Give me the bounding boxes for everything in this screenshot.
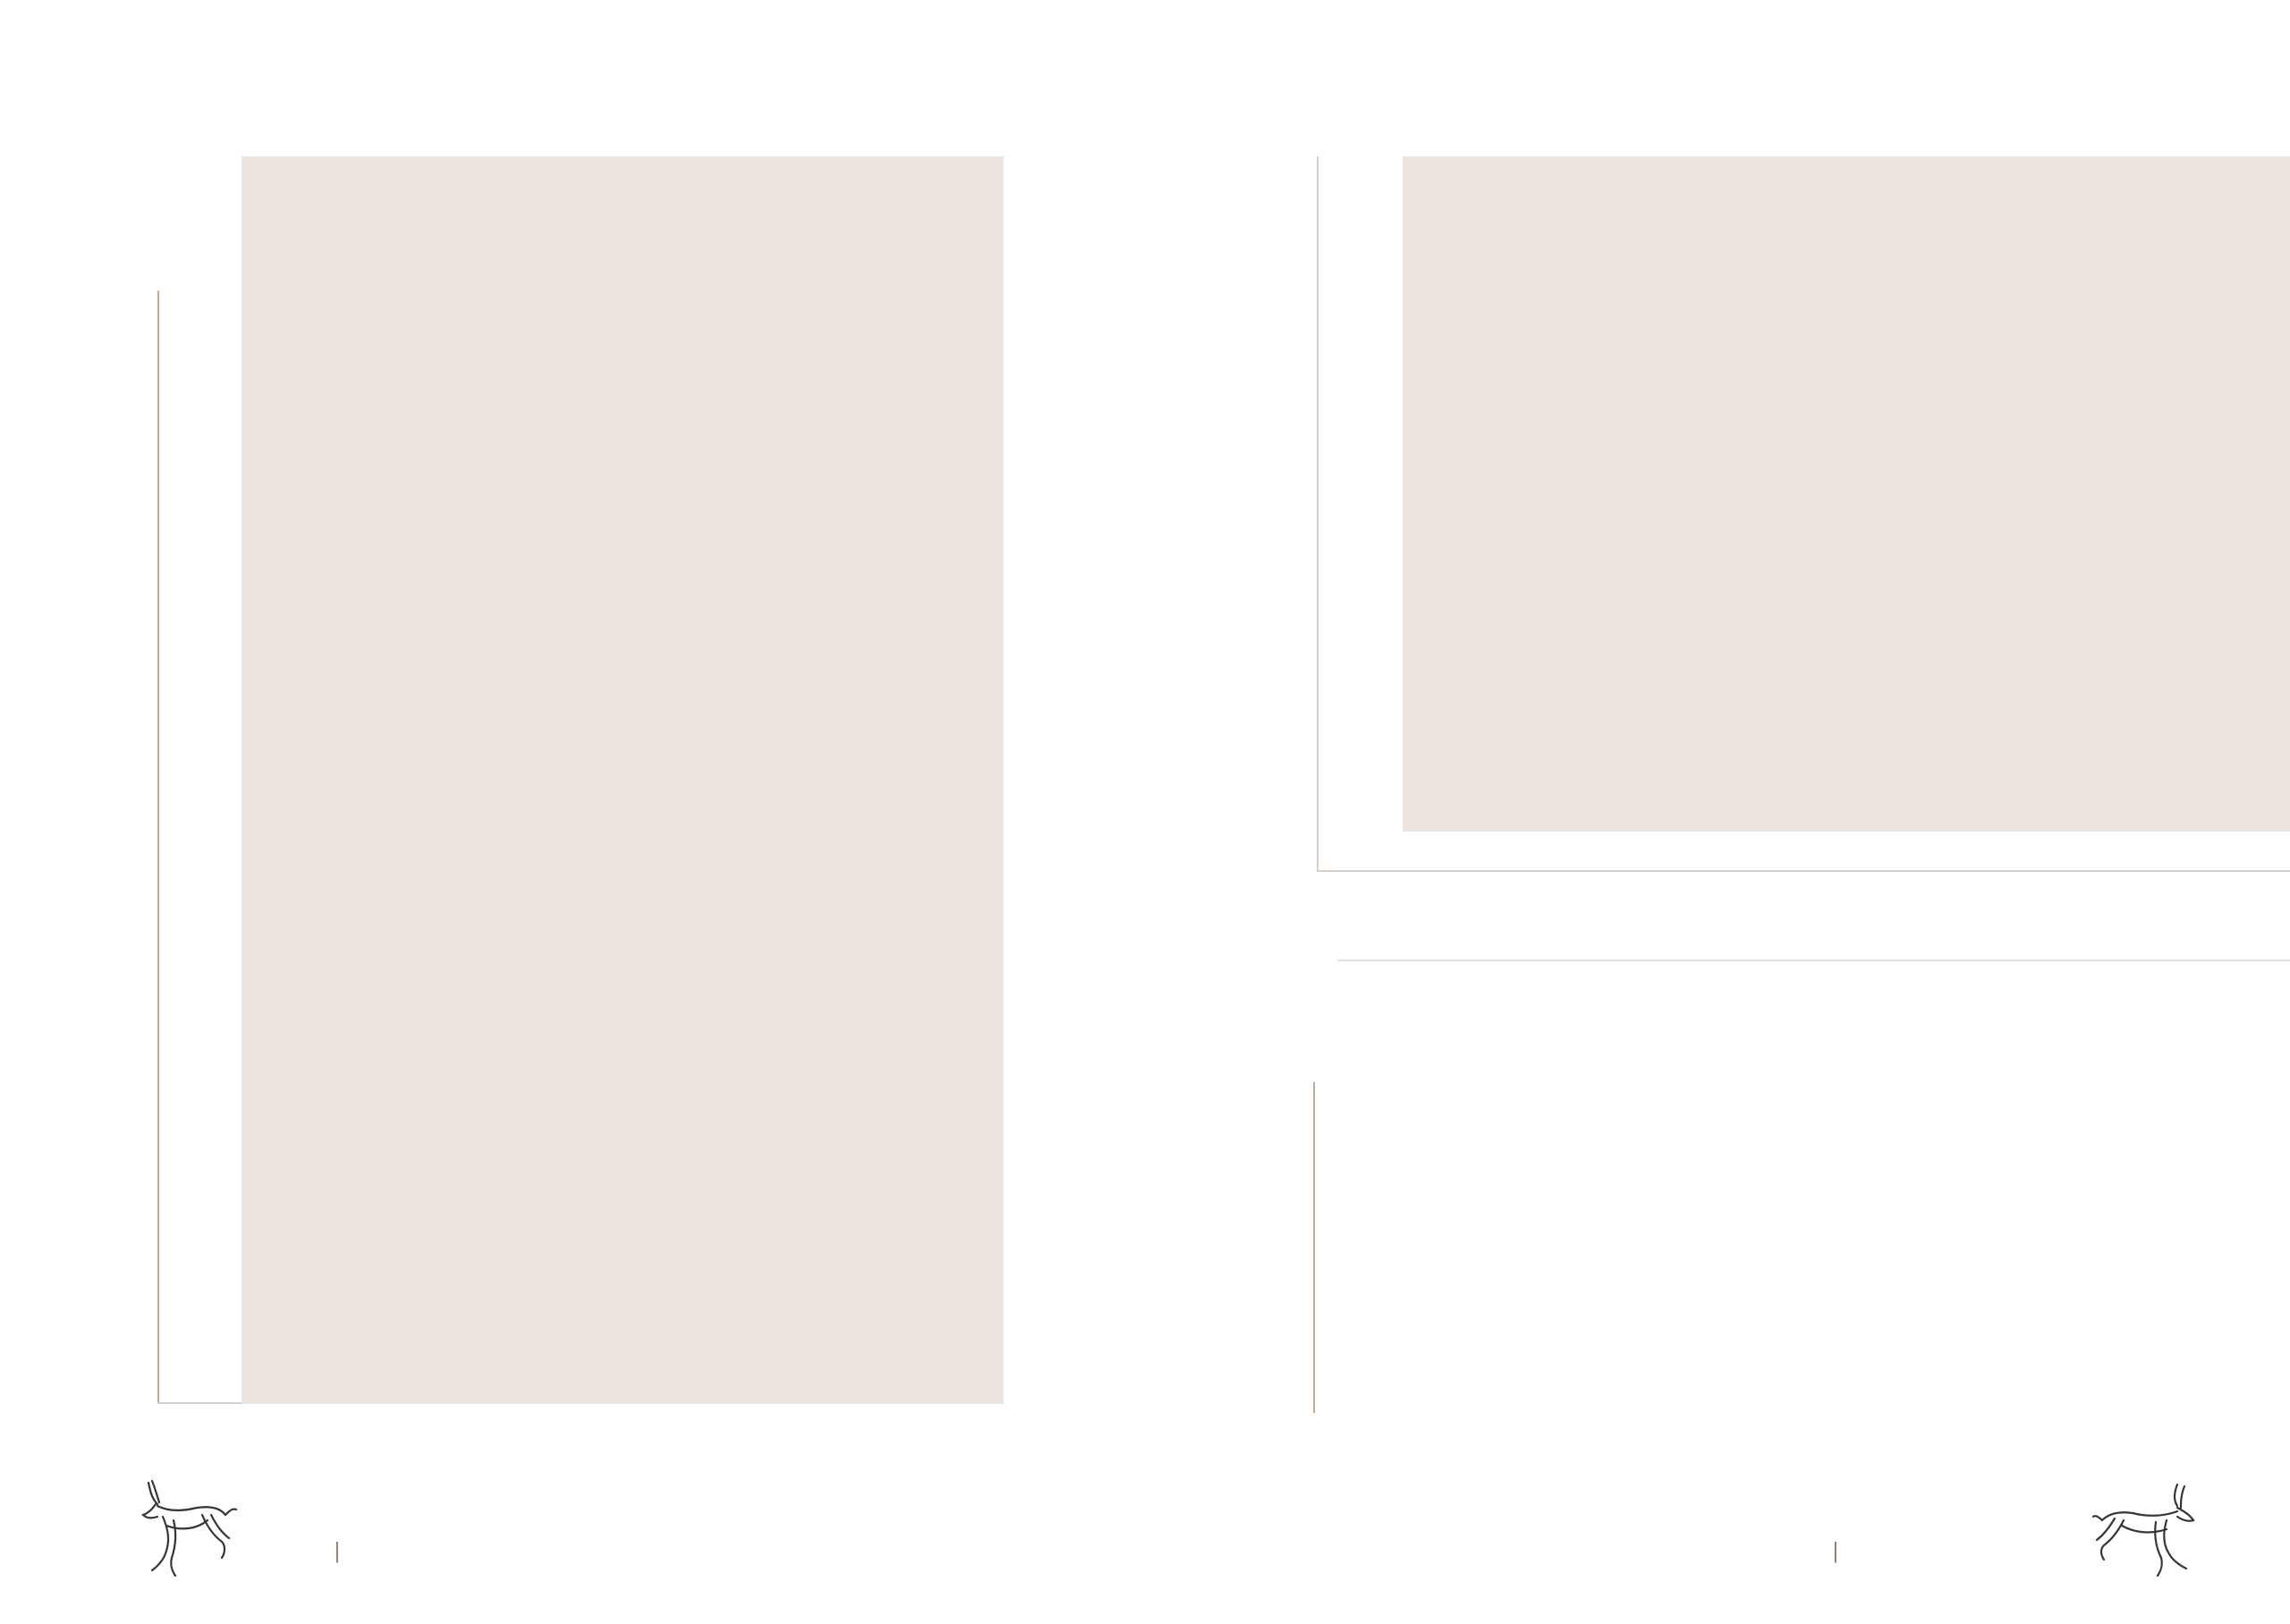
frame-line-top-vertical	[1317, 156, 1319, 872]
glossary-box	[242, 156, 1004, 1404]
chapter-title	[1825, 1539, 1846, 1563]
chapter-separator: |	[1832, 1540, 1839, 1563]
goat-illustration-right	[2091, 1476, 2199, 1583]
frame-line-top-bottom	[1317, 870, 2290, 872]
book-title	[327, 1539, 348, 1563]
goat-illustration	[132, 1476, 240, 1583]
frame-line-translation-top	[1337, 960, 2290, 961]
frame-line-translation-vertical	[1313, 1082, 1315, 1413]
title-separator: |	[334, 1540, 341, 1563]
frame-line-bottom	[157, 1402, 242, 1404]
glossary-box-continued	[1403, 156, 2290, 832]
right-page	[1145, 0, 2290, 1624]
frame-line-vertical	[157, 291, 159, 1404]
